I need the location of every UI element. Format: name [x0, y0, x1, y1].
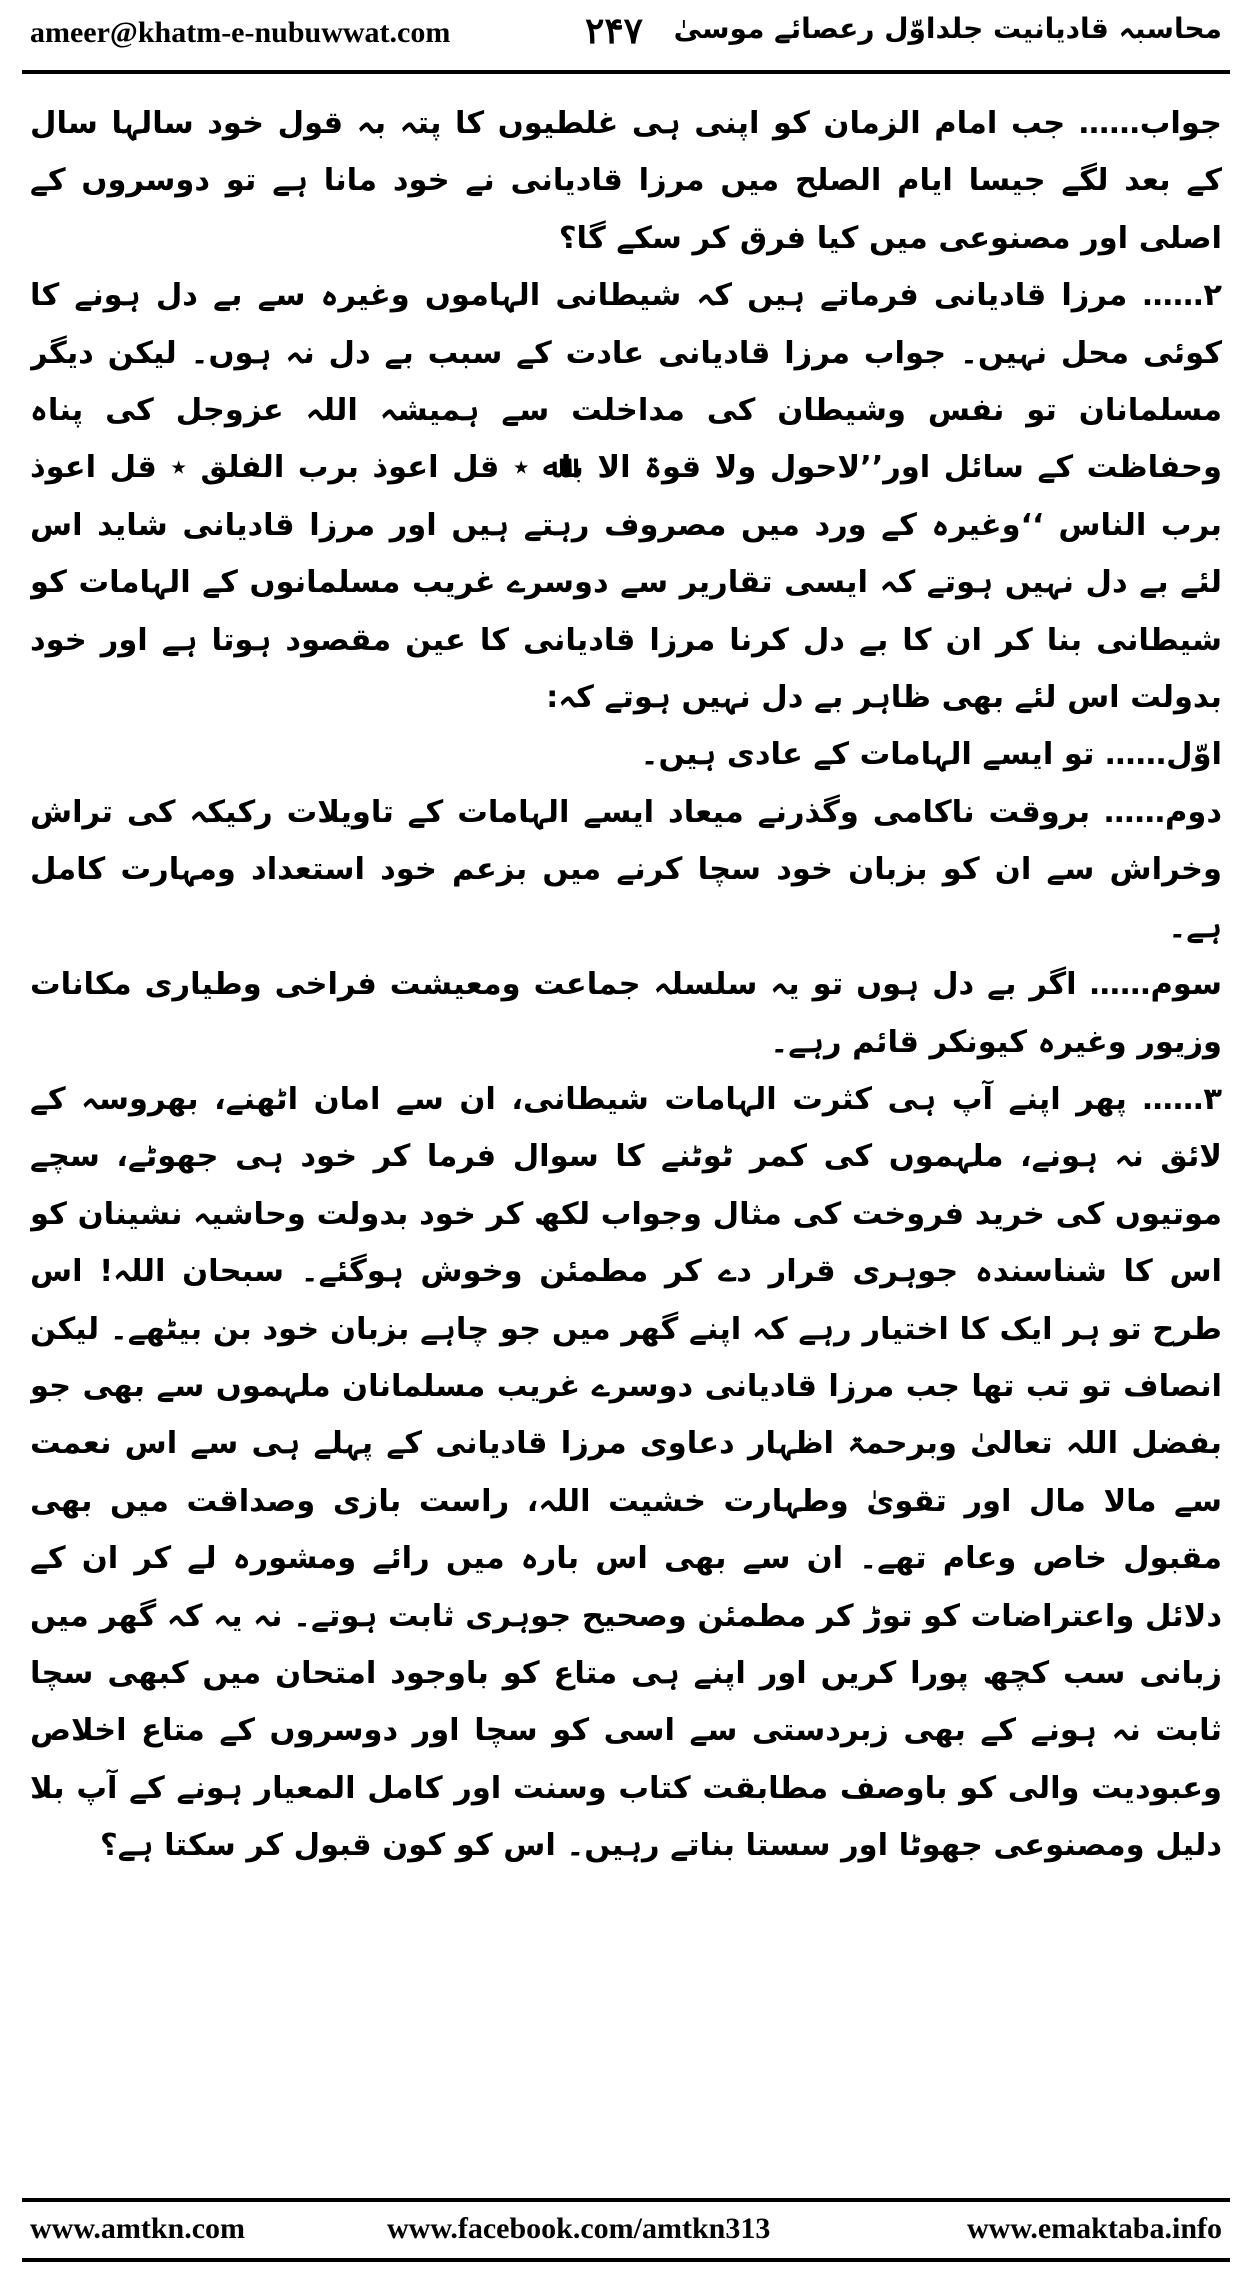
footer-link-emaktaba[interactable]: www.emaktaba.info	[966, 2212, 1222, 2245]
paragraph-answer-1: جواب…… جب امام الزمان کو اپنی ہی غلطیوں کا پتہ بہ قول خود سالہا سال کے بعد لگے جیسا ایام الصلح میں مرزا قادیانی نے خود مانا ہے تو دوسروں کے اصلی اور مصنوعی میں کیا فرق کر سکے گا؟	[30, 106, 1222, 256]
page-body	[30, 95, 1222, 2160]
header-rule	[22, 70, 1230, 74]
book-title: محاسبہ قادیانیت جلداوّل رعصائے موسیٰ	[673, 12, 1222, 45]
paragraph-point-2: ۲…… مرزا قادیانی فرماتے ہیں کہ شیطانی الہاموں وغیرہ سے بے دل ہونے کا کوئی محل نہیں۔ جواب مرزا قادیانی عادت کے سبب بے دل نہ ہوں۔ لیکن دیگر مسلمانان تو نفس وشیطان کی مداخلت سے ہمیشہ اللہ عزوجل کی پناہ وحفاظت کے سائل اور’’لاحول ولا قوۃ الا باﷲ ٭ قل اعوذ برب الفلق ٭ قل اعوذ برب الناس ‘‘وغیرہ کے ورد میں مصروف رہتے ہیں اور مرزا قادیانی شاید اس لئے بے دل نہیں ہوتے کہ ایسی تقاریر سے دوسرے غریب مسلمانوں کے الہامات کو شیطانی بنا کر ان کا بے دل کرنا مرزا قادیانی کا عین مقصود ہوتا ہے اور خود بدولت اس لئے بھی ظاہر بے دل نہیں ہوتے کہ:	[30, 278, 1222, 716]
paragraph-second: دوم…… بروقت ناکامی وگذرنے میعاد ایسے الہامات کے تاویلات رکیکہ کی تراش وخراش سے ان کو بزبان خود سچا کرنے میں بزعم خود استعداد ومہارت کامل ہے۔	[30, 794, 1222, 945]
page-footer	[22, 2212, 1230, 2252]
page-number: ۲۴۷	[585, 10, 644, 52]
footer-link-amtkn[interactable]: www.amtkn.com	[30, 2212, 245, 2245]
page-header	[30, 10, 1222, 66]
footer-link-facebook[interactable]: www.facebook.com/amtkn313	[387, 2212, 771, 2245]
paragraph-point-3: ۳…… پھر اپنے آپ ہی کثرت الہامات شیطانی، ان سے امان اٹھنے، بھروسہ کے لائق نہ ہونے، ملہموں کی کمر ٹوٹنے کا سوال فرما کر خود ہی جھوٹے، سچے موتیوں کی خرید فروخت کی مثال وجواب لکھ کر خود بدولت وحاشیہ نشینان کو اس کا شناسندہ جوہری قرار دے کر مطمئن وخوش ہوگئے۔ سبحان اللہ! اس طرح تو ہر ایک کا اختیار رہے کہ اپنے گھر میں جو چاہے بزبان خود بن بیٹھے۔ لیکن انصاف تو تب تھا جب مرزا قادیانی دوسرے غریب مسلمانان ملہموں سے بھی جو بفضل اللہ تعالیٰ وبرحمۃ اظہار دعاوی مرزا قادیانی کے پہلے ہی سے اس نعمت سے مالا مال اور تقویٰ وطہارت خشیت اللہ، راست بازی وصداقت میں بھی مقبول خاص وعام تھے۔ ان سے بھی اس بارہ میں رائے ومشورہ لے کر ان کے دلائل واعتراضات کو توڑ کر مطمئن وصحیح جوہری ثابت ہوتے۔ نہ یہ کہ گھر میں زبانی سب کچھ پورا کریں اور اپنے ہی متاع کو باوجود امتحان میں کبھی سچا ثابت نہ ہونے کے بھی زبردستی سے اسی کو سچا اور دوسروں کے متاع اخلاص وعبودیت والی کو باوصف مطابقت کتاب وسنت اور کامل المعیار ہونے کے آپ بلا دلیل ومصنوعی جھوٹا اور سستا بناتے رہیں۔ اس کو کون قبول کر سکتا ہے؟	[30, 1081, 1222, 1864]
footer-rule-bottom	[22, 2258, 1230, 2262]
paragraph-first: اوّل…… تو ایسے الہامات کے عادی ہیں۔	[640, 737, 1222, 773]
header-email: ameer@khatm-e-nubuwwat.com	[30, 16, 451, 49]
footer-rule-top	[22, 2198, 1230, 2202]
paragraph-third: سوم…… اگر بے دل ہوں تو یہ سلسلہ جماعت ومعیشت فراخی وطیاری مکانات وزیور وغیرہ کیونکر قائم رہے۔	[30, 967, 1222, 1060]
